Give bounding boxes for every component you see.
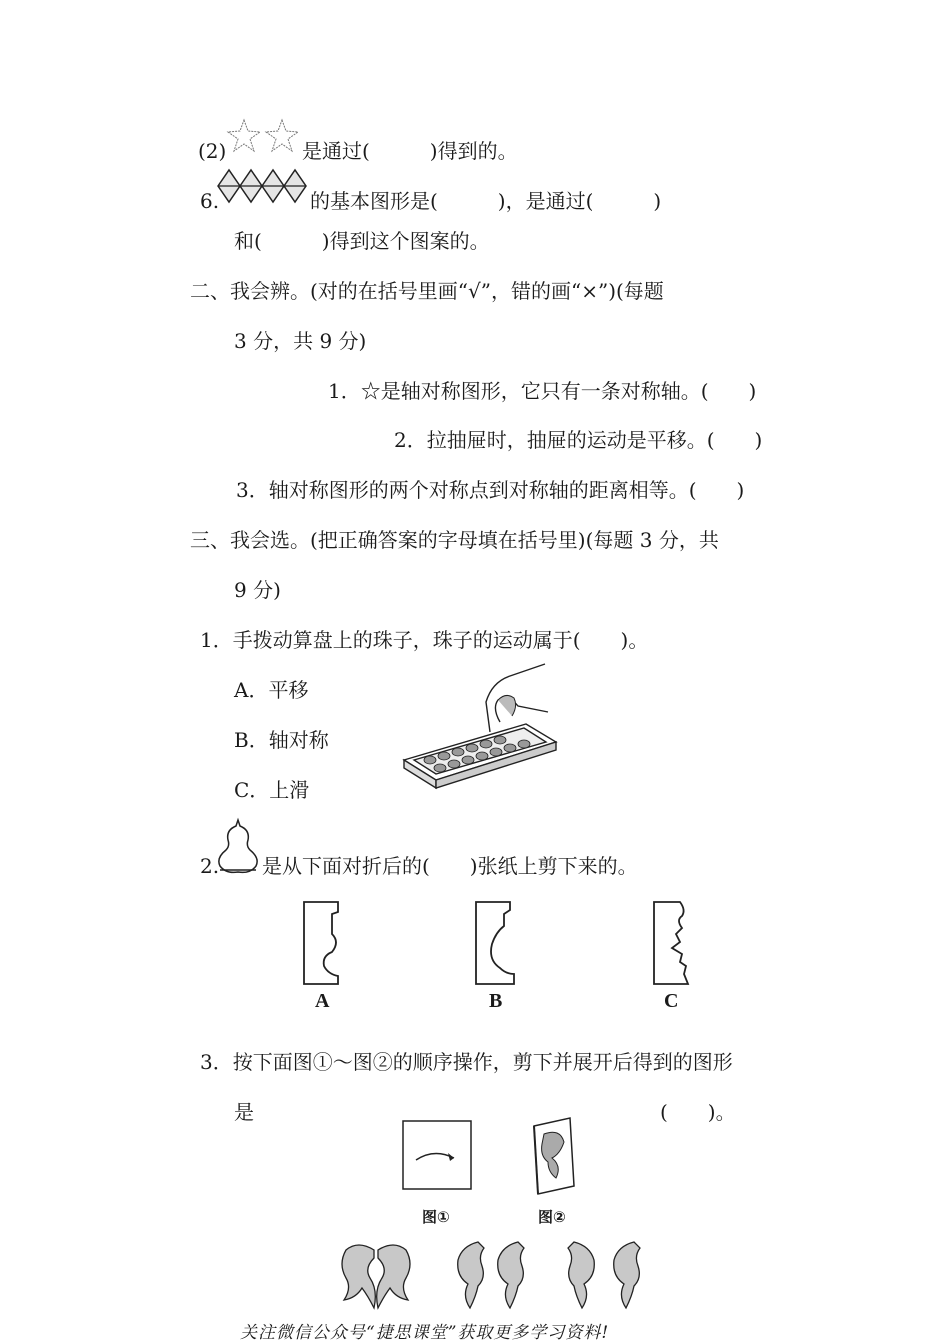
star-pattern-icon	[228, 118, 300, 158]
paper-label-a: A	[315, 990, 330, 1012]
q6-number: 6.	[200, 189, 220, 213]
section2-item-2: 2．拉抽屉时，抽屉的运动是平移。( )	[394, 428, 763, 452]
paper-option-b	[474, 900, 518, 990]
section3-q3-blank: ( )。	[660, 1100, 736, 1124]
fold-step-1-figure	[402, 1120, 474, 1192]
q6-continuation: 和( )得到这个图案的。	[234, 229, 490, 253]
section3-q2-stem: 是从下面对折后的( )张纸上剪下来的。	[262, 854, 638, 878]
dolphin-option-2	[448, 1238, 532, 1314]
paper-option-a	[302, 900, 342, 990]
section3-q2-number: 2.	[200, 854, 220, 878]
dolphin-option-3	[564, 1238, 648, 1314]
section3-q1-stem: 1．手拨动算盘上的珠子，珠子的运动属于( )。	[200, 628, 649, 652]
q2-text: 是通过( )得到的。	[302, 139, 518, 163]
dolphin-option-1	[334, 1238, 418, 1314]
fold-step-2-figure	[530, 1116, 580, 1196]
fig-label-1: 图①	[422, 1208, 450, 1226]
q2-prefix: (2)	[198, 139, 227, 163]
fig-label-2: 图②	[538, 1208, 566, 1226]
section3-title-cont: 9 分)	[234, 578, 281, 602]
paper-label-b: B	[489, 990, 503, 1012]
section3-q1-option-c: C．上滑	[234, 778, 310, 802]
section2-title-cont: 3 分，共 9 分)	[234, 329, 367, 353]
q6-text: 的基本图形是( )，是通过( )	[310, 189, 662, 213]
section2-item-3: 3．轴对称图形的两个对称点到对称轴的距离相等。( )	[236, 478, 745, 502]
section3-q1-option-a: A．平移	[234, 678, 309, 702]
triangle-pattern-icon	[218, 168, 310, 208]
section3-q1-option-b: B．轴对称	[234, 728, 329, 752]
gourd-shape-icon	[216, 818, 260, 874]
section3-q3-stem-cont: 是	[234, 1100, 254, 1124]
section2-item-1: 1．☆是轴对称图形，它只有一条对称轴。( )	[328, 379, 757, 403]
section3-q3-stem: 3．按下面图①～图②的顺序操作，剪下并展开后得到的图形	[200, 1050, 733, 1074]
section2-title: 二、我会辨。(对的在括号里画“√”，错的画“×”)(每题	[190, 279, 664, 303]
abacus-hand-illustration	[400, 662, 560, 802]
paper-option-c	[652, 900, 696, 990]
paper-label-c: C	[664, 990, 679, 1012]
section3-title: 三、我会选。(把正确答案的字母填在括号里)(每题 3 分，共	[190, 528, 719, 552]
footer-note: 关注微信公众号“捷思课堂”获取更多学习资料!	[240, 1323, 610, 1343]
